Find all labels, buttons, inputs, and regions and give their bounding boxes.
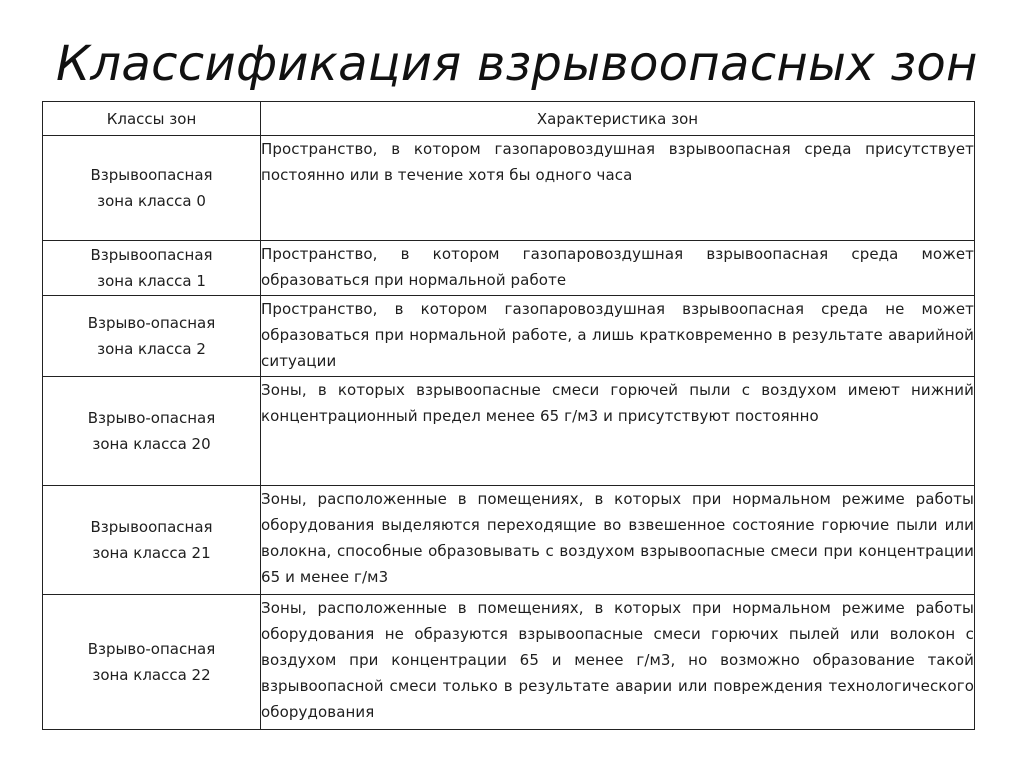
zones-table xyxy=(42,101,975,730)
zone-class-line1: Взрыво-опасная xyxy=(87,409,216,427)
zone-class-line2: зона класса 0 xyxy=(97,192,206,210)
table-row xyxy=(43,241,975,296)
zone-class-line1: Взрывоопасная xyxy=(90,166,213,184)
table-row xyxy=(43,486,975,595)
zone-description-cell: Пространство, в котором газопаровоздушная взрывоопасная среда присутствует постоянно или в течение хотя бы одного часа xyxy=(261,136,975,241)
zone-class-cell xyxy=(43,486,261,595)
zone-class-cell xyxy=(43,136,261,241)
table-row xyxy=(43,377,975,486)
zone-class-line2: зона класса 1 xyxy=(97,272,206,290)
zone-description-cell: Пространство, в котором газопаровоздушная взрывоопасная среда не может образоваться при нормальной работе, а лишь кратковременно в результате аварийной ситуации xyxy=(261,296,975,377)
zone-description-cell: Пространство, в котором газопаровоздушная взрывоопасная среда может образоваться при нормальной работе xyxy=(261,241,975,296)
zone-class-line2: зона класса 2 xyxy=(97,340,206,358)
zone-class-line1: Взрывоопасная xyxy=(90,246,213,264)
zone-description-cell: Зоны, в которых взрывоопасные смеси горючей пыли с воздухом имеют нижний концентрационный предел менее 65 г/м3 и присутствуют постоянно xyxy=(261,377,975,486)
header-zone-characteristics: Характеристика зон xyxy=(261,102,975,136)
zone-class-cell xyxy=(43,595,261,730)
zone-description-cell: Зоны, расположенные в помещениях, в которых при нормальном режиме работы оборудования не образуются взрывоопасные смеси горючих пылей или волокон с воздухом при концентрации 65 и менее г/м3, но возможно образование такой взрывоопасной смеси только в результате аварии или повреждения технологического оборудования xyxy=(261,595,975,730)
zone-class-line2: зона класса 22 xyxy=(92,666,211,684)
zone-class-cell xyxy=(43,377,261,486)
zone-class-cell xyxy=(43,296,261,377)
zone-class-line1: Взрыво-опасная xyxy=(87,640,216,658)
table-header-row xyxy=(43,102,975,136)
zone-class-line2: зона класса 21 xyxy=(92,544,211,562)
zone-class-line2: зона класса 20 xyxy=(92,435,211,453)
zone-class-line1: Взрыво-опасная xyxy=(87,314,216,332)
table-row xyxy=(43,136,975,241)
page-title: Классификация взрывоопасных зон xyxy=(56,36,978,92)
table-row xyxy=(43,296,975,377)
zone-description-cell: Зоны, расположенные в помещениях, в которых при нормальном режиме работы оборудования выделяются переходящие во взвешенное состояние горючие пыли или волокна, способные образовывать с воздухом взрывоопасные смеси при концентрации 65 и менее г/м3 xyxy=(261,486,975,595)
zone-class-cell xyxy=(43,241,261,296)
zone-class-line1: Взрывоопасная xyxy=(90,518,213,536)
header-zone-classes: Классы зон xyxy=(43,102,261,136)
table-row xyxy=(43,595,975,730)
